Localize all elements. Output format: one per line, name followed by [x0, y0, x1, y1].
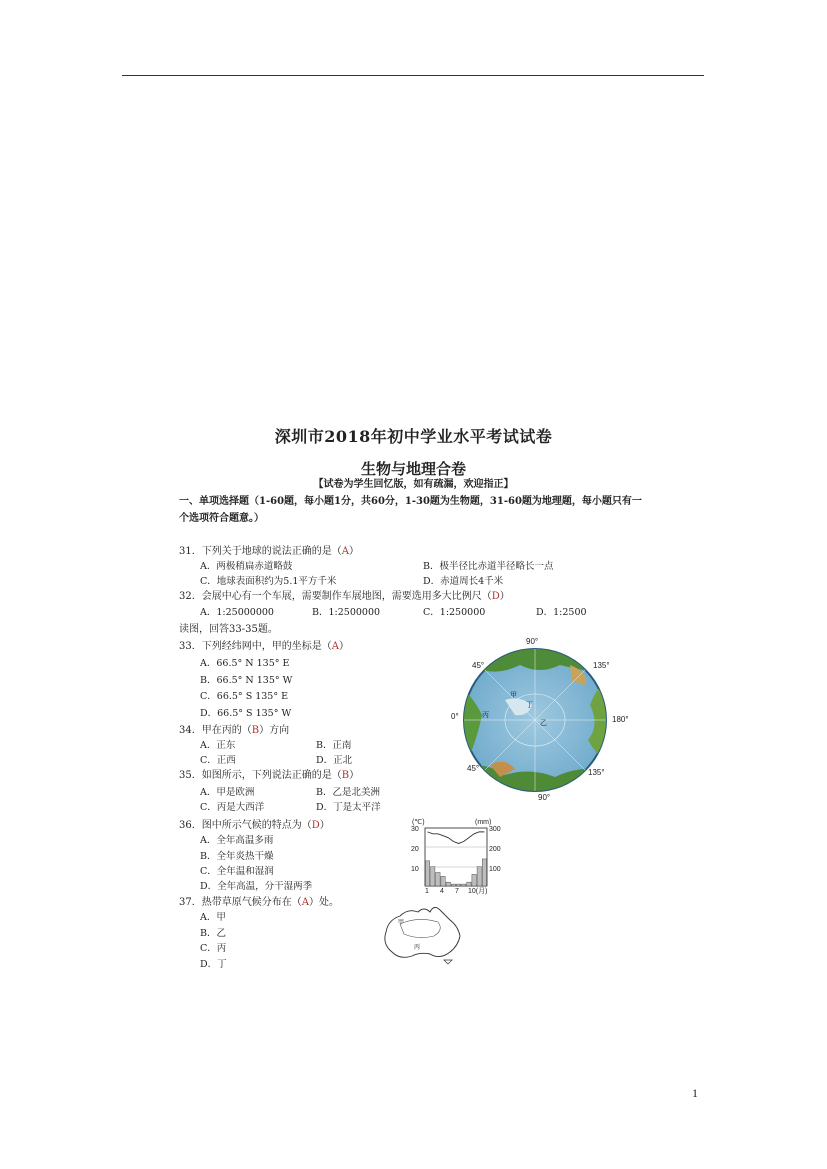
q34-option-a: A．正东: [200, 740, 236, 751]
globe-label-bottom-right: 135°: [588, 768, 605, 777]
q33-option-d: D．66.5° S 135° W: [200, 708, 292, 719]
q33-option-b: B．66.5° N 135° W: [200, 675, 293, 686]
q32-stem-text: 32．会展中心有一个车展，需要制作车展地图，需要选用多大比例尺（: [179, 591, 492, 602]
q36-stem: [179, 816, 330, 831]
page-number: 1: [692, 1086, 698, 1100]
precipitation-bar: [456, 884, 460, 886]
q31-stem: [179, 542, 359, 557]
chart-right-tick-100: 100: [489, 866, 501, 873]
temperature-line: [428, 832, 485, 844]
paper-subtitle: 生物与地理合卷: [360, 460, 466, 478]
q34-option-b: B．正南: [316, 740, 352, 751]
q35-answer: B: [341, 770, 350, 781]
globe-label-bottom-left: 45°: [467, 764, 480, 773]
q37-option-b: B．乙: [200, 928, 226, 939]
precipitation-bar: [451, 884, 455, 886]
q33-answer: A: [331, 641, 339, 652]
tasmania-outline: [444, 960, 452, 964]
climate-chart: [405, 816, 505, 896]
precipitation-bar: [472, 874, 476, 886]
q37-option-a: A．甲: [200, 912, 226, 923]
q36-option-a: A．全年高温多雨: [200, 835, 274, 846]
q34-close: ）方向: [259, 725, 290, 736]
q31-stem-text: 31．下列关于地球的说法正确的是（: [179, 546, 342, 557]
q32-option-b: B．1:2500000: [312, 607, 381, 618]
q35-option-d: D．丁是太平洋: [316, 802, 381, 813]
q37-stem: [179, 893, 339, 908]
precipitation-bar: [477, 867, 481, 886]
page-title: 深圳市2018年初中学业水平考试试卷: [274, 427, 553, 446]
precipitation-bar: [425, 861, 429, 886]
precipitation-bar: [462, 884, 466, 886]
section-instructions: [179, 493, 659, 527]
precipitation-bar: [482, 859, 486, 886]
q34-option-d: D．正北: [316, 755, 353, 766]
q35-stem: [179, 766, 359, 781]
q36-option-d: D．全年高温，分干湿两季: [200, 881, 313, 892]
section-line-1: 一、单项选择题（1-60题，每小题1分，共60分，1-30题为生物题，31-60题为地理题，每小题只有一: [179, 496, 642, 507]
q37-option-d: D．丁: [200, 959, 227, 970]
paper-note: 【试卷为学生回忆版，如有疏漏，欢迎指正】: [313, 479, 514, 490]
q34-answer: B: [251, 725, 260, 736]
q32-option-c: C．1:250000: [423, 607, 486, 618]
q31-option-c: C．地球表面积约为5.1平方千米: [200, 576, 337, 587]
chart-right-tick-200: 200: [489, 846, 501, 853]
globe-label-top: 90°: [526, 637, 539, 646]
chart-left-tick-20: 20: [411, 846, 419, 853]
globe-label-right: 180°: [612, 715, 629, 724]
chart-x-tick-10: 10(月): [468, 888, 488, 895]
polar-globe-map: [460, 645, 610, 795]
chart-x-tick-7: 7: [455, 888, 459, 895]
q31-option-b: B．极半径比赤道半径略长一点: [423, 561, 554, 572]
australia-outline: [385, 907, 460, 957]
q31-option-a: A．两极稍扁赤道略鼓: [200, 561, 293, 572]
q33-stem-text: 33．下列经纬网中，甲的坐标是（: [179, 641, 332, 652]
q37-answer: A: [301, 897, 309, 908]
q31-answer: A: [341, 546, 349, 557]
precipitation-bar: [446, 882, 450, 886]
precipitation-bar: [467, 882, 471, 886]
chart-left-axis-label: (℃): [412, 819, 425, 826]
precipitation-bar: [441, 876, 445, 886]
q36-stem-text: 36．图中所示气候的特点为（: [179, 820, 312, 831]
globe-label-top-right: 135°: [593, 661, 610, 670]
q36-close: ）: [319, 820, 330, 831]
q37-close: ）处。: [308, 897, 339, 908]
globe-mark-jia: 甲: [510, 691, 517, 699]
header-rule: [122, 75, 704, 76]
q33-option-c: C．66.5° S 135° E: [200, 691, 289, 702]
globe-mark-ding: 丁: [526, 701, 533, 709]
q35-option-a: A．甲是欧洲: [200, 787, 255, 798]
australia-map: [378, 902, 468, 967]
q36-answer: D: [311, 820, 320, 831]
q35-option-b: B．乙是北美洲: [316, 787, 380, 798]
precipitation-bar: [431, 867, 435, 886]
q35-close: ）: [349, 770, 360, 781]
chart-left-tick-30: 30: [411, 826, 419, 833]
globe-label-top-left: 45°: [472, 661, 485, 670]
chart-x-tick-1: 1: [425, 888, 429, 895]
q34-stem-text: 34．甲在丙的（: [179, 725, 252, 736]
q31-option-d: D．赤道周长4千米: [423, 576, 504, 587]
q32-option-a: A．1:25000000: [200, 607, 274, 618]
chart-left-tick-10: 10: [411, 866, 419, 873]
q34-option-c: C．正西: [200, 755, 236, 766]
q37-option-c: C．丙: [200, 943, 227, 954]
q33-option-a: A．66.5° N 135° E: [200, 658, 290, 669]
globe-mark-yi: 乙: [540, 719, 547, 727]
precipitation-bar: [436, 872, 440, 886]
q37-stem-text: 37．热带草原气候分布在（: [179, 897, 302, 908]
read-instruction: 读图，回答33-35题。: [179, 624, 278, 635]
section-line-2: 个选项符合题意。）: [179, 513, 264, 524]
map-label-bing: 丙: [414, 944, 421, 951]
q32-close: ）: [499, 591, 510, 602]
q33-close: ）: [338, 641, 349, 652]
chart-right-tick-300: 300: [489, 826, 501, 833]
q36-option-c: C．全年温和湿润: [200, 866, 274, 877]
q31-close: ）: [348, 546, 359, 557]
q35-option-c: C．丙是大西洋: [200, 802, 265, 813]
q33-stem: [179, 637, 349, 652]
globe-label-bottom: 90°: [538, 793, 551, 802]
globe-label-left: 0°: [451, 712, 459, 721]
globe-mark-bing: 丙: [482, 711, 489, 719]
climate-zone-outline: [400, 919, 440, 937]
q32-stem: [179, 587, 510, 602]
chart-x-tick-4: 4: [440, 888, 444, 895]
chart-right-axis-label: (mm): [475, 819, 492, 826]
q35-stem-text: 35．如图所示，下列说法正确的是（: [179, 770, 342, 781]
q32-option-d: D．1:2500: [536, 607, 587, 618]
q32-answer: D: [491, 591, 500, 602]
q36-option-b: B．全年炎热干燥: [200, 851, 274, 862]
q34-stem: [179, 721, 289, 736]
map-label-jia: 甲: [398, 919, 405, 926]
